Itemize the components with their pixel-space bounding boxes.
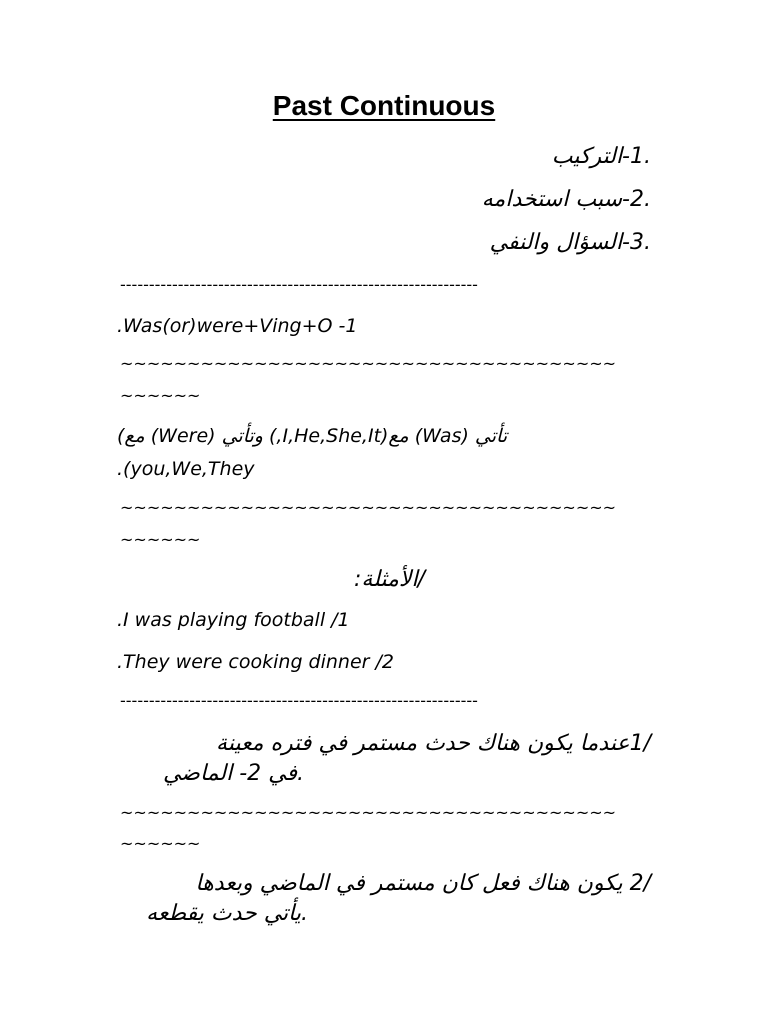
usage-rule-line-2: .(you,We,They	[117, 458, 255, 480]
outline-item-usage: .2-سبب استخدامه	[481, 187, 651, 212]
tilde-separator-tail: ~~~~~~	[120, 834, 201, 853]
usage-rule-line-1: تأتي (Was) مع(I,He,She,It,) وتأتي (Were) مع)	[117, 425, 508, 447]
example-sentence-2: .They were cooking dinner /2	[117, 651, 395, 673]
use-2-line-2: .يأتي حدث يقطعه	[146, 901, 308, 926]
page-title: Past Continuous	[272, 90, 496, 121]
tilde-separator: ~~~~~~~~~~~~~~~~~~~~~~~~~~~~~~~~~~~~~	[120, 803, 617, 822]
use-1-line-2: .في 2- الماضي	[162, 761, 304, 786]
examples-heading: /الأمثلة:	[354, 567, 425, 592]
dash-separator: --------------------------------------------------------------	[120, 691, 478, 710]
structure-formula: .Was(or)were+Ving+O -1	[117, 315, 358, 337]
tilde-separator-tail: ~~~~~~	[120, 530, 201, 549]
use-2-line-1: /2 يكون هناك فعل كان مستمر في الماضي وبعدها	[195, 871, 651, 896]
use-1-line-1: /1عندما يكون هناك حدث مستمر في فتره معينة	[216, 731, 651, 756]
example-sentence-1: .I was playing football /1	[117, 609, 350, 631]
dash-separator: --------------------------------------------------------------	[120, 275, 478, 294]
outline-item-structure: .1-التركيب	[551, 144, 651, 169]
outline-item-question-negation: .3-السؤال والنفي	[489, 230, 651, 255]
tilde-separator: ~~~~~~~~~~~~~~~~~~~~~~~~~~~~~~~~~~~~~	[120, 354, 617, 373]
tilde-separator: ~~~~~~~~~~~~~~~~~~~~~~~~~~~~~~~~~~~~~	[120, 498, 617, 517]
tilde-separator-tail: ~~~~~~	[120, 386, 201, 405]
